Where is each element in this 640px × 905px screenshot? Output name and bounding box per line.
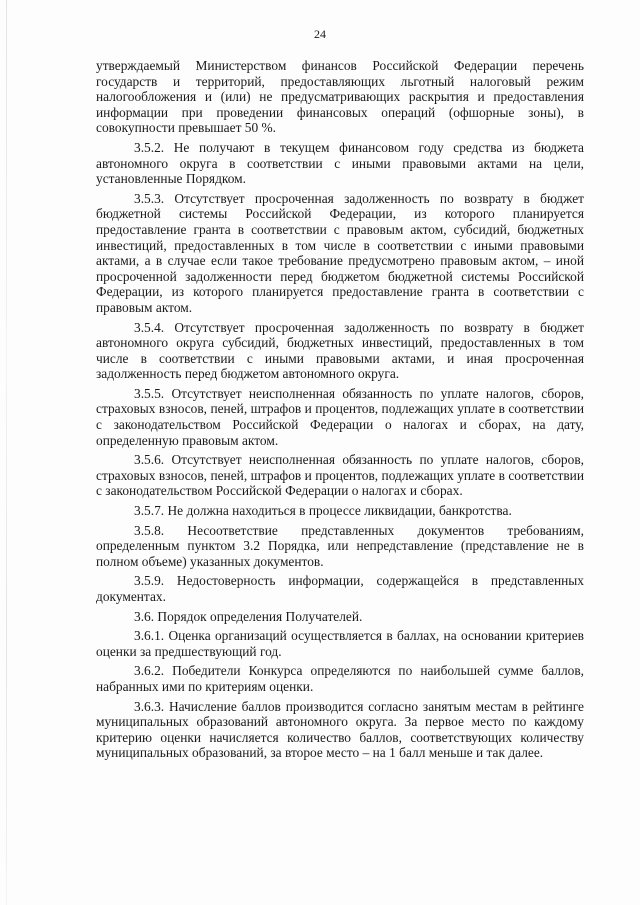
paragraph-3-5-3: 3.5.3. Отсутствует просроченная задолженность по возврату в бюджет бюджетной системы Российской Федерации, из которого планируется предоставление гранта в соответствии с правовым актом, субсидий, бюджетных инвестиций, предоставленных в том числе в соответствии с иными правовыми актами, а в случае если такое требование предусмотрено правовым актом, – иной просроченной задолженности перед бюджетом бюджетной системы Российской Федерации, из которого планируется предоставление гранта в соответствии с правовым актом. xyxy=(96,190,584,315)
paragraph-3-6: 3.6. Порядок определения Получателей. xyxy=(134,608,363,624)
document-body xyxy=(96,58,584,761)
scan-edge-artifact xyxy=(6,0,7,905)
paragraph-continuation: утверждаемый Министерством финансов Российской Федерации перечень государств и территорий, предоставляющих льготный налоговый режим налогообложения и (или) не предусматривающих раскрытия и предоставления информации при проведении финансовых операций (офшорные зоны), в совокупности превышает 50 %. xyxy=(96,58,584,136)
paragraph-3-6-2: 3.6.2. Победители Конкурса определяются по наибольшей сумме баллов, набранных ими по критериям оценки. xyxy=(96,663,584,694)
paragraph-3-5-4: 3.5.4. Отсутствует просроченная задолженность по возврату в бюджет автономного округа субсидий, бюджетных инвестиций, предоставленных в том числе в соответствии с иными правовыми актами, и иная просроченная задолженность перед бюджетом автономного округа. xyxy=(96,319,584,382)
paragraph-3-6-1: 3.6.1. Оценка организаций осуществляется в баллах, на основании критериев оценки за предшествующий год. xyxy=(96,628,584,659)
paragraph-3-5-7: 3.5.7. Не должна находиться в процессе ликвидации, банкротства. xyxy=(134,503,512,519)
paragraph-3-5-8: 3.5.8. Несоответствие представленных документов требованиям, определенным пунктом 3.2 Порядка, или непредставление (представление не в полном объеме) указанных документов. xyxy=(96,522,584,569)
paragraph-3-5-6: 3.5.6. Отсутствует неисполненная обязанность по уплате налогов, сборов, страховых взносов, пеней, штрафов и процентов, подлежащих уплате в соответствии с законодательством Российской Федерации о налогах и сборах. xyxy=(96,452,584,499)
paragraph-3-6-3: 3.6.3. Начисление баллов производится согласно занятым местам в рейтинге муниципальных образований автономного округа. За первое место по каждому критерию оценки начисляется количество баллов, соответствующих количеству муниципальных образований, за второе место – на 1 балл меньше и так далее. xyxy=(96,698,584,761)
paragraph-3-5-2: 3.5.2. Не получают в текущем финансовом году средства из бюджета автономного округа в соответствии с иными правовыми актами на цели, установленные Порядком. xyxy=(96,139,584,187)
page-number: 24 xyxy=(314,27,326,41)
paragraph-3-5-9: 3.5.9. Недостоверность информации, содержащейся в представленных документах. xyxy=(96,573,584,604)
paragraph-3-5-5: 3.5.5. Отсутствует неисполненная обязанность по уплате налогов, сборов, страховых взносов, пеней, штрафов и процентов, подлежащих уплате в соответствии с законодательством Российской Федерации о налогах и сборах, на дату, определенную правовым актом. xyxy=(96,385,584,448)
